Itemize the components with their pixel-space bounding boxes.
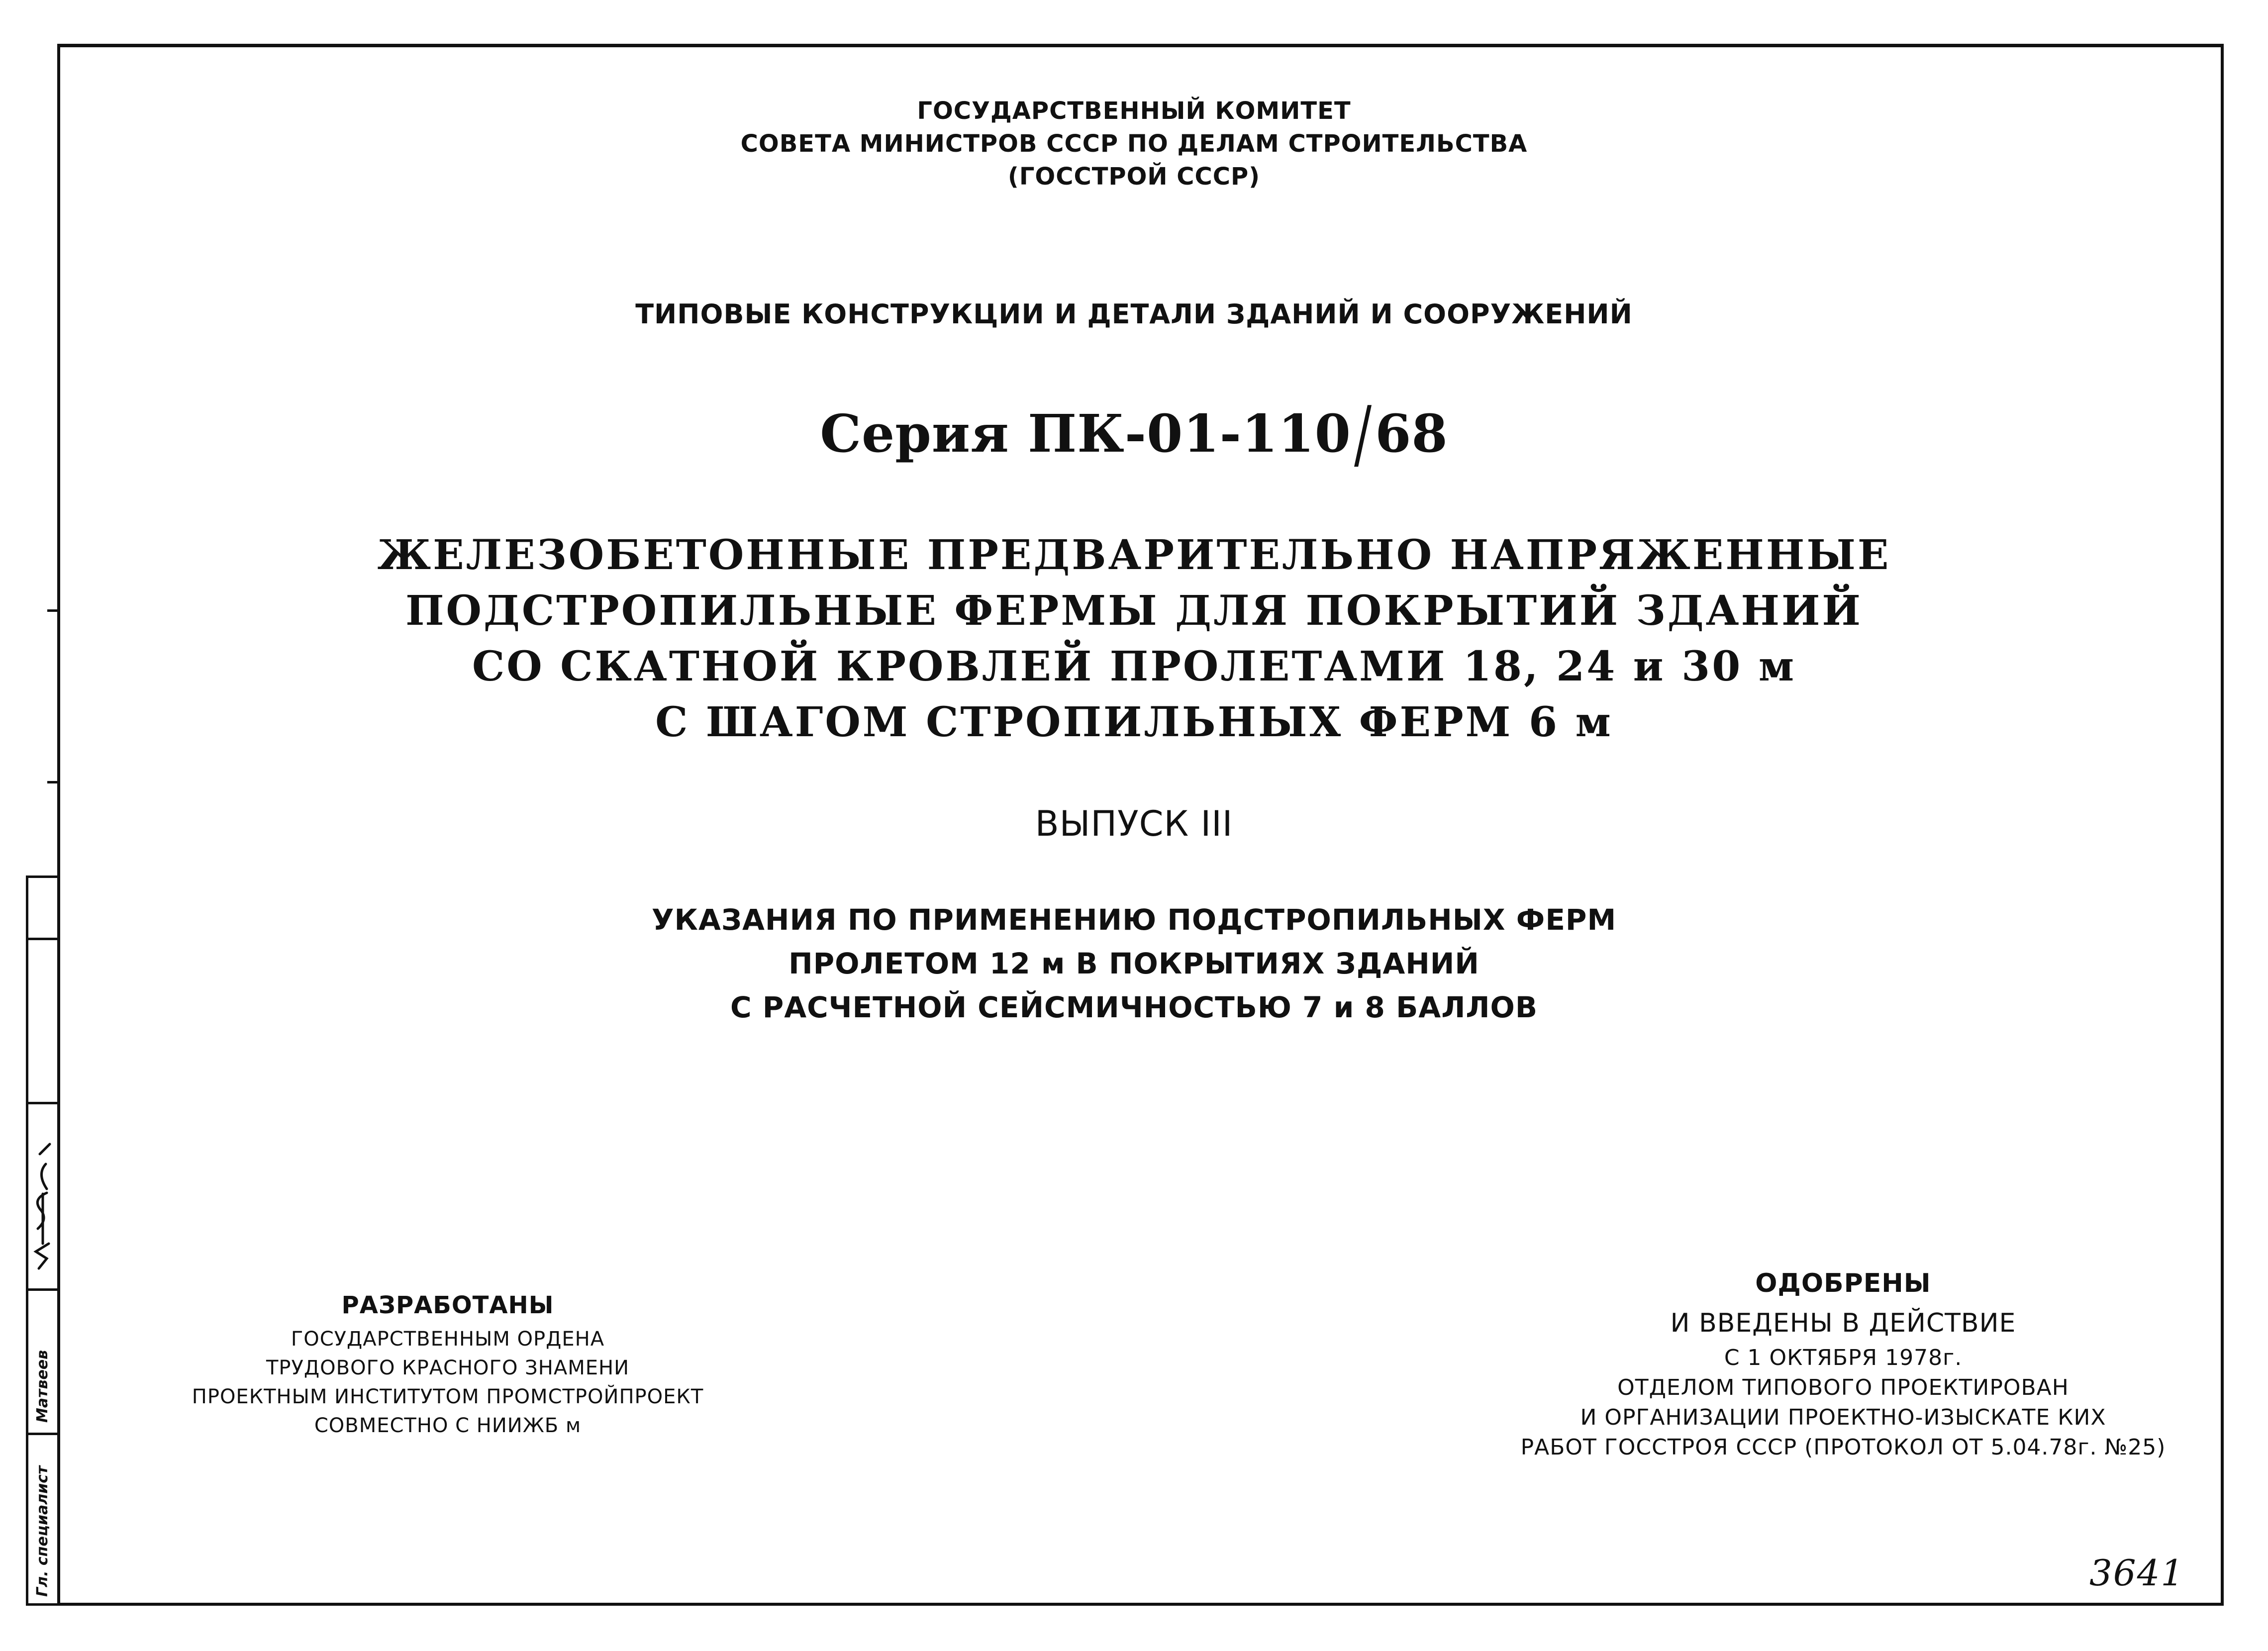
series-slash: / <box>1354 389 1373 478</box>
developed-line-3: ПРОЕКТНЫМ ИНСТИТУТОМ ПРОМСТРОЙПРОЕКТ <box>192 1385 704 1408</box>
strip-divider <box>26 1102 57 1104</box>
series-prefix: Серия <box>820 403 1009 464</box>
series-title <box>0 389 2268 478</box>
developed-by-block <box>114 1291 781 1440</box>
document-title <box>0 527 2268 750</box>
approved-heading: ОДОБРЕНЫ <box>1755 1268 1931 1298</box>
developed-line-1: ГОСУДАРСТВЕННЫМ ОРДЕНА <box>291 1328 605 1351</box>
approved-line-2: С 1 ОКТЯБРЯ 1978г. <box>1724 1345 1963 1370</box>
title-line-2: ПОДСТРОПИЛЬНЫЕ ФЕРМЫ ДЛЯ ПОКРЫТИЙ ЗДАНИЙ <box>405 587 1863 635</box>
instructions-line-1: УКАЗАНИЯ ПО ПРИМЕНЕНИЮ ПОДСТРОПИЛЬНЫХ ФЕРМ <box>651 903 1617 937</box>
signature-mark <box>29 1134 57 1273</box>
series-year: 68 <box>1375 403 1448 464</box>
ministry-line-2: СОВЕТА МИНИСТРОВ СССР ПО ДЕЛАМ СТРОИТЕЛЬСТВА <box>740 130 1528 158</box>
strip-divider <box>26 1433 57 1435</box>
instructions-line-2: ПРОЛЕТОМ 12 м В ПОКРЫТИЯХ ЗДАНИЙ <box>789 947 1479 980</box>
ministry-header <box>0 95 2268 193</box>
approved-line-4: И ОРГАНИЗАЦИИ ПРОЕКТНО-ИЗЫСКАТЕ КИХ <box>1580 1405 2106 1430</box>
approved-line-1: И ВВЕДЕНЫ В ДЕЙСТВИЕ <box>1670 1308 2016 1338</box>
approved-block <box>1482 1263 2204 1462</box>
approved-line-3: ОТДЕЛОМ ТИПОВОГО ПРОЕКТИРОВАН <box>1617 1375 2069 1400</box>
strip-divider <box>26 1288 57 1291</box>
title-line-4: С ШАГОМ СТРОПИЛЬНЫХ ФЕРМ 6 м <box>655 698 1613 746</box>
ministry-line-3: (ГОССТРОЙ СССР) <box>1007 163 1261 191</box>
category-heading: ТИПОВЫЕ КОНСТРУКЦИИ И ДЕТАЛИ ЗДАНИЙ И СООРУЖЕНИЙ <box>635 298 1633 330</box>
developed-line-2: ТРУДОВОГО КРАСНОГО ЗНАМЕНИ <box>266 1357 630 1379</box>
strip-name: Матвеев <box>34 1350 51 1423</box>
approved-line-5: РАБОТ ГОССТРОЯ СССР (ПРОТОКОЛ ОТ 5.04.78г. №25) <box>1520 1435 2166 1460</box>
title-line-1: ЖЕЛЕЗОБЕТОННЫЕ ПРЕДВАРИТЕЛЬНО НАПРЯЖЕННЫЕ <box>377 531 1891 579</box>
instructions-subtitle <box>0 898 2268 1029</box>
series-code: ПК-01-110 <box>1028 403 1352 464</box>
strip-role: Гл. специалист <box>34 1465 51 1597</box>
ministry-line-1: ГОСУДАРСТВЕННЫЙ КОМИТЕТ <box>917 97 1351 125</box>
margin-tick <box>47 781 59 783</box>
sheet-number: 3641 <box>2089 1552 2185 1594</box>
title-line-3: СО СКАТНОЙ КРОВЛЕЙ ПРОЛЕТАМИ 18, 24 и 30 м <box>472 643 1796 690</box>
developed-line-4: СОВМЕСТНО С НИИЖБ м <box>314 1414 582 1437</box>
developed-heading: РАЗРАБОТАНЫ <box>341 1291 554 1319</box>
instructions-line-3: С РАСЧЕТНОЙ СЕЙСМИЧНОСТЬЮ 7 и 8 БАЛЛОВ <box>730 990 1538 1024</box>
issue-label: ВЫПУСК III <box>1035 803 1233 844</box>
